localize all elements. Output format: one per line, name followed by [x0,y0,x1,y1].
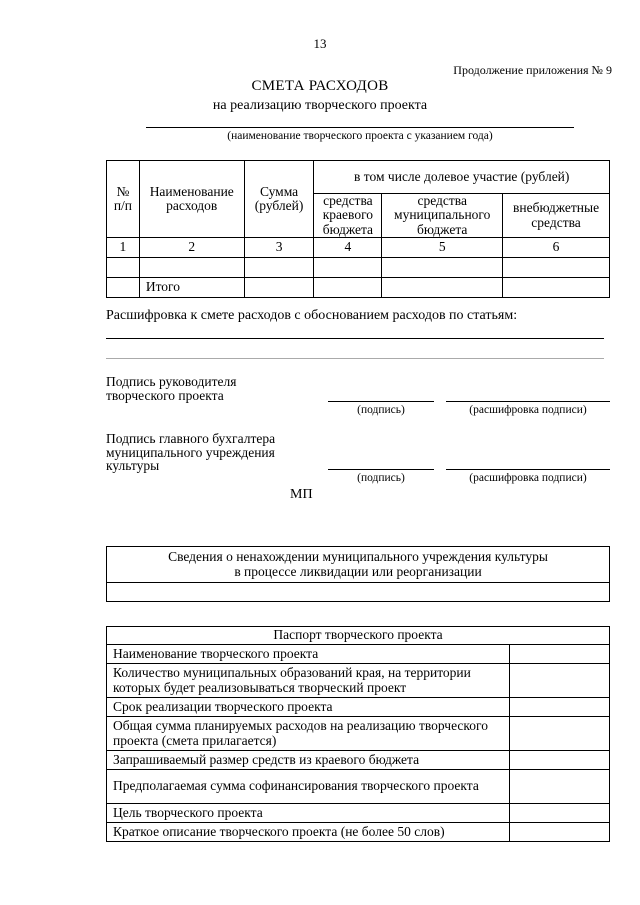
column-number-row [107,238,610,258]
project-name-line [146,127,574,128]
passport-row-label: Срок реализации творческого проекта [107,698,510,717]
passport-row [107,664,610,698]
passport-row [107,717,610,751]
header-share: в том числе долевое участие (рублей) [314,161,610,194]
sign-caption: (подпись) [357,404,405,416]
head-sign-line[interactable] [328,401,434,402]
passport-row-label: Предполагаемая сумма софинансирования творческого проекта [107,770,510,804]
col-number: 3 [244,238,314,258]
stamp-place: МП [290,487,313,502]
total-regional-cell[interactable] [314,278,382,298]
empty-row [107,258,610,278]
passport-row [107,645,610,664]
sign-caption: (подпись) [357,472,405,484]
liquidation-info-text: Сведения о ненахождении муниципального учреждения культуры в процессе ликвидации или реорганизации [107,547,610,583]
passport-row-value[interactable] [510,717,610,751]
budget-header-row [107,161,610,194]
accountant-decode-line[interactable] [446,469,610,470]
passport-title: Паспорт творческого проекта [107,627,610,645]
col-number: 5 [382,238,503,258]
col-number: 6 [503,238,610,258]
total-extra-cell[interactable] [503,278,610,298]
empty-cell[interactable] [107,258,140,278]
passport-row-value[interactable] [510,664,610,698]
passport-row-label: Цель творческого проекта [107,804,510,823]
col-number: 1 [107,238,140,258]
decoding-line [106,338,604,339]
empty-cell[interactable] [139,258,244,278]
passport-row-value[interactable] [510,698,610,717]
decode-caption: (расшифровка подписи) [469,404,587,416]
project-name-caption: (наименование творческого проекта с указанием года) [227,130,493,142]
head-decode-line[interactable] [446,401,610,402]
passport-row-label: Количество муниципальных образований края, на территории которых будет реализовываться творческий проект [107,664,510,698]
total-row [107,278,610,298]
total-label: Итого [139,278,244,298]
total-sum-cell[interactable] [244,278,314,298]
empty-cell[interactable] [503,258,610,278]
passport-row [107,770,610,804]
passport-row-label: Общая сумма планируемых расходов на реализацию творческого проекта (смета прилагается) [107,717,510,751]
header-extra: внебюджетные средства [503,194,610,238]
passport-row-value[interactable] [510,770,610,804]
passport-row-value[interactable] [510,645,610,664]
header-regional: средства краевого бюджета [314,194,382,238]
header-municipal: средства муниципального бюджета [382,194,503,238]
empty-cell[interactable] [382,258,503,278]
accountant-sign-line[interactable] [328,469,434,470]
passport-row-value[interactable] [510,751,610,770]
passport-row [107,751,610,770]
header-num: № п/п [107,161,140,238]
document-title: СМЕТА РАСХОДОВ [251,78,389,94]
header-name: Наименование расходов [139,161,244,238]
passport-row-value[interactable] [510,823,610,842]
decoding-line [106,358,604,359]
empty-cell[interactable] [107,278,140,298]
document-subtitle: на реализацию творческого проекта [212,98,428,113]
passport-row-value[interactable] [510,804,610,823]
passport-row-label: Наименование творческого проекта [107,645,510,664]
passport-row [107,823,610,842]
header-sum: Сумма (рублей) [244,161,314,238]
decoding-label: Расшифровка к смете расходов с обоснованием расходов по статьям: [106,308,518,323]
passport-row-label: Запрашиваемый размер средств из краевого бюджета [107,751,510,770]
empty-cell[interactable] [244,258,314,278]
empty-cell[interactable] [314,258,382,278]
col-number: 4 [314,238,382,258]
liquidation-info-table [106,546,610,602]
liquidation-info-value[interactable] [107,583,610,602]
appendix-note: Продолжение приложения № 9 [453,63,612,77]
head-signature-label: Подпись руководителя творческого проекта [106,374,237,403]
passport-table [106,626,610,842]
total-municipal-cell[interactable] [382,278,503,298]
passport-row [107,804,610,823]
accountant-signature-label: Подпись главного бухгалтера муниципального учреждения культуры [106,431,276,473]
col-number: 2 [139,238,244,258]
decode-caption: (расшифровка подписи) [469,472,587,484]
passport-row [107,698,610,717]
page-number: 13 [313,36,327,51]
passport-row-label: Краткое описание творческого проекта (не более 50 слов) [107,823,510,842]
budget-table [106,160,610,298]
